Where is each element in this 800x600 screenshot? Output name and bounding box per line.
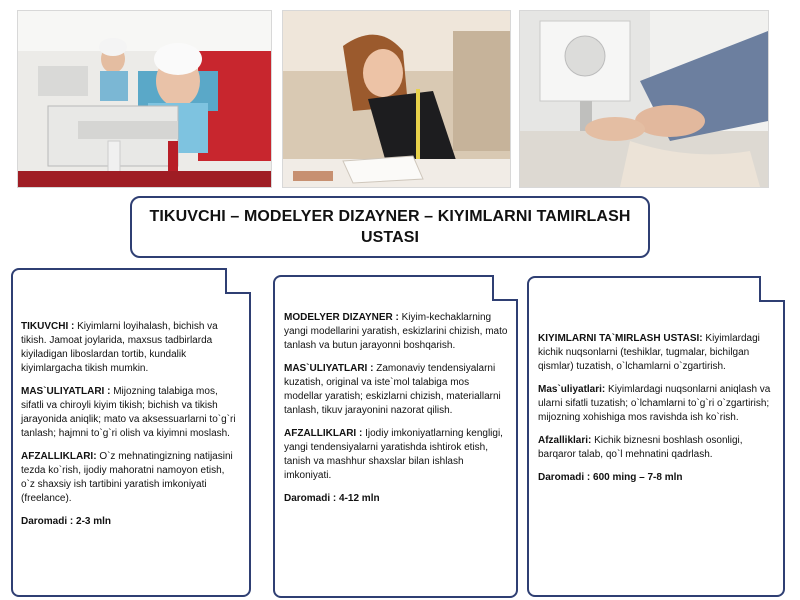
card-lead-text: Kiyim-kechaklarning yangi modellarini yaratish, eskizlarini chizish, mato tanlash va butun jarayonni boshqarish. bbox=[284, 312, 508, 351]
card-lead-label: TIKUVCHI : bbox=[21, 321, 75, 332]
card-duties-label: Mas`uliyatlari: bbox=[538, 384, 606, 395]
card-lead-label: MODELYER DIZAYNER : bbox=[284, 312, 399, 323]
sewing-workshop-photo bbox=[17, 10, 272, 188]
card-advantages-text: Ijodiy imkoniyatlarning kengligi, yangi tendensiyalarni yaratishda ishtirok etish, tanish va mashhur shaxslar bilan ishlash imkoniyati. bbox=[284, 428, 503, 481]
card-corner-fold bbox=[491, 274, 519, 302]
fashion-designer-photo bbox=[282, 10, 511, 188]
card-income: Daromadi : 4-12 mln bbox=[284, 493, 380, 504]
card-lead-label: KIYIMLARNI TA`MIRLASH USTASI: bbox=[538, 333, 703, 344]
card-advantages-text: O`z mehnatingizning natijasini tezda ko`rish, ijodiy mahoratni namoyon etish, o`z shaxsiy ish tartibini yaratish imkoniyati (freelance). bbox=[21, 451, 233, 504]
card-tikuvchi bbox=[11, 268, 251, 597]
card-corner-fold bbox=[758, 275, 786, 303]
card-duties-text: Mijozning talabiga mos, sifatli va chiroyli kiyim tikish; bichish va tikish jarayonida aniqlik; mato va aksessuarlarni to`g`ri tanlash; hajmni to`g`ri olish va kiyimni moslash. bbox=[21, 386, 236, 439]
card-lead-text: Kiyimlarni loyihalash, bichish va tikish. Jamoat joylarida, maxsus tadbirlarda kiyiladigan liboslardan tortib, kundalik kiyimlargacha tikish mumkin. bbox=[21, 321, 218, 374]
card-income: Daromadi : 2-3 mln bbox=[21, 516, 112, 527]
card-kiyim-tamirlash bbox=[527, 276, 785, 597]
card-corner-fold bbox=[224, 267, 252, 295]
card-advantages-label: AFZALLIKLARI: bbox=[21, 451, 97, 462]
card-advantages-label: AFZALLIKLARI : bbox=[284, 428, 363, 439]
card-duties-label: MAS`ULIYATLARI : bbox=[284, 363, 374, 374]
card-duties-text: Kiyimlardagi nuqsonlarni aniqlash va ularni sifatli tuzatish; o`lchamlarni to`g`ri o`zgartirish; mijozning xohishiga mos ravishda ish ko`rish. bbox=[538, 384, 771, 423]
card-duties-text: Zamonaviy tendensiyalarni kuzatish, original va iste`mol talabiga mos modellar yaratish; eskizlarni chizish, materiallarni tanlash, tikuv jarayonini nazorat qilish. bbox=[284, 363, 501, 416]
title-banner bbox=[130, 196, 650, 258]
page-title: TIKUVCHI – MODELYER DIZAYNER – KIYIMLARNI TAMIRLASH USTASI bbox=[149, 208, 631, 246]
card-lead-text: Kiyimlardagi kichik nuqsonlarni (teshiklar, tugmalar, bichilgan qismlar) tuzatish, o`lchamlarni o`zgartirish. bbox=[538, 333, 760, 372]
card-advantages-label: Afzalliklari: bbox=[538, 435, 592, 446]
card-duties-label: MAS`ULIYATLARI : bbox=[21, 386, 111, 397]
sewing-machine-hands-photo bbox=[519, 10, 769, 188]
card-income: Daromadi : 600 ming – 7-8 mln bbox=[538, 472, 683, 483]
card-modelyer-dizayner bbox=[273, 275, 518, 598]
card-advantages-text: Kichik biznesni boshlash osonligi, barqaror talab, qo`l mehnatini qadrlash. bbox=[538, 435, 743, 460]
